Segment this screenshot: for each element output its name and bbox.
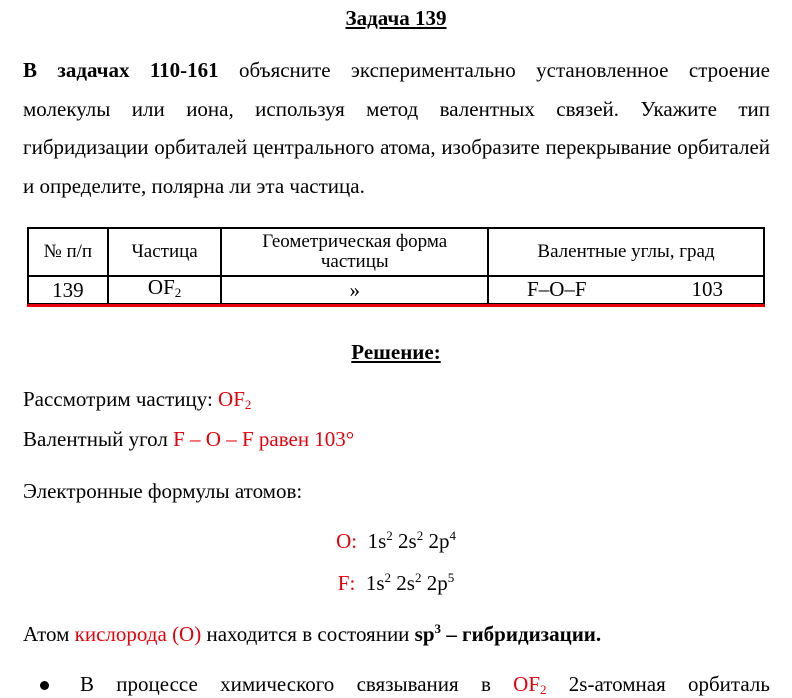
task-title: Задача 139 <box>345 6 447 30</box>
hybrid-suffix: – гибридизации. <box>441 622 602 646</box>
header-shape: Геометрическая форма частицы <box>221 228 488 276</box>
angle-value: 103 <box>691 277 723 301</box>
solution-title: Решение: <box>351 340 441 364</box>
bullet-word: химического <box>220 672 335 696</box>
task-range: В задачах 110-161 <box>23 58 219 82</box>
particle-subscript: 2 <box>174 285 182 300</box>
cell-shape: » <box>221 276 488 304</box>
header-number: № п/п <box>28 228 108 276</box>
fluorine-atom: F: <box>337 571 356 595</box>
cell-number: 139 <box>28 276 108 304</box>
consider-formula <box>218 387 251 411</box>
consider-label: Рассмотрим частицу: <box>23 387 219 411</box>
task-table <box>27 227 765 305</box>
angle-name: F–O–F <box>527 277 587 301</box>
o-2p: 2p <box>428 529 450 553</box>
hybridization-line <box>23 621 601 647</box>
header-angles: Валентные углы, град <box>488 228 764 276</box>
oxygen-atom: O: <box>336 529 358 553</box>
f-2s-sup: 2 <box>414 570 422 585</box>
bullet-formula <box>513 672 546 698</box>
o-2s-sup: 2 <box>416 528 424 543</box>
task-description <box>23 51 770 205</box>
hybrid-middle: находится в состоянии <box>201 622 415 646</box>
o-1s-sup: 2 <box>386 528 393 543</box>
o-1s: 1s <box>367 529 387 553</box>
angle-line-value: F – O – F равен 103° <box>173 427 355 451</box>
task-text: объясните экспериментально установленное строение молекулы или иона, используя метод валентных связей. Укажите тип гибридизации орбиталей центрального атома, изобразите перекрывание орбиталей и определите, полярна ли эта частица. <box>23 58 770 198</box>
table-header-row <box>28 228 764 276</box>
f-2p: 2p <box>426 571 448 595</box>
bullet-word: в <box>480 672 491 696</box>
f-1s-sup: 2 <box>384 570 391 585</box>
cell-particle <box>108 276 222 304</box>
hybrid-type: sp <box>414 622 435 646</box>
f-1s: 1s <box>365 571 385 595</box>
o-2p-sup: 4 <box>449 528 456 543</box>
particle-formula: OF <box>147 275 175 299</box>
consider-line <box>23 387 251 413</box>
table-row <box>28 276 764 304</box>
bullet-item <box>48 672 770 698</box>
cell-angles <box>488 276 764 304</box>
bullet-word: связывания <box>356 672 459 696</box>
f-2s: 2s <box>396 571 415 595</box>
angle-label: Валентный угол <box>23 427 174 451</box>
hybrid-type-sup: 3 <box>434 621 442 636</box>
electron-formulas-label: Электронные формулы атомов: <box>23 479 303 503</box>
bullet-word: В <box>80 672 95 696</box>
bullet-word: орбиталь <box>688 672 770 696</box>
bullet-word: 2s-атомная <box>568 672 666 696</box>
f-2p-sup: 5 <box>447 570 455 585</box>
bullet-word: процессе <box>116 672 198 696</box>
hybrid-atom: кислорода (О) <box>74 622 202 646</box>
red-underline <box>27 304 765 307</box>
oxygen-formula <box>0 528 792 554</box>
hybrid-prefix: Атом <box>23 622 75 646</box>
fluorine-formula <box>0 570 792 596</box>
angle-line <box>23 427 354 452</box>
consider-formula-sub: 2 <box>244 397 252 412</box>
consider-formula-main: OF <box>218 387 245 411</box>
header-particle: Частица <box>108 228 222 276</box>
bullet-formula-main: OF <box>513 672 541 696</box>
o-2s: 2s <box>398 529 417 553</box>
bullet-formula-sub: 2 <box>540 682 547 697</box>
